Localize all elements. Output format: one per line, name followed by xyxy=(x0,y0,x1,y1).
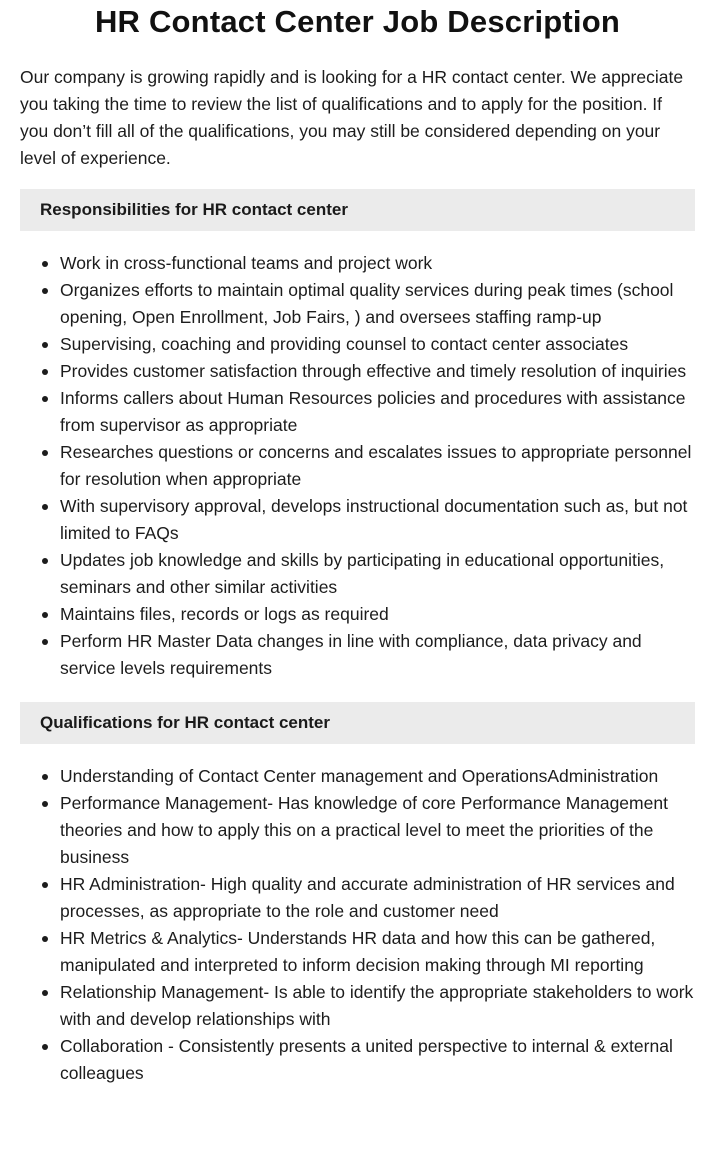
qualification-item: Relationship Management- Is able to identify the appropriate stakeholders to work with and develop relationships with xyxy=(60,979,695,1033)
responsibility-item: Informs callers about Human Resources policies and procedures with assistance from supervisor as appropriate xyxy=(60,385,695,439)
responsibility-item: Updates job knowledge and skills by participating in educational opportunities, seminars and other similar activities xyxy=(60,547,695,601)
responsibility-item: Perform HR Master Data changes in line with compliance, data privacy and service levels requirements xyxy=(60,628,695,682)
qualifications-heading: Qualifications for HR contact center xyxy=(20,702,695,744)
intro-paragraph: Our company is growing rapidly and is looking for a HR contact center. We appreciate you taking the time to review the list of qualifications and to apply for the position. If you don’t fill all of the qualifications, you may still be considered depending on your level of experience. xyxy=(20,67,684,168)
responsibility-item: Provides customer satisfaction through effective and timely resolution of inquiries xyxy=(60,358,695,385)
qualifications-list xyxy=(20,763,695,1087)
job-description-page xyxy=(20,0,695,1087)
qualification-item: Performance Management- Has knowledge of core Performance Management theories and how to apply this on a practical level to meet the priorities of the business xyxy=(60,790,695,871)
responsibility-item: Organizes efforts to maintain optimal quality services during peak times (school opening, Open Enrollment, Job Fairs, ) and oversees staffing ramp-up xyxy=(60,277,695,331)
responsibilities-list xyxy=(20,250,695,682)
responsibility-item: Maintains files, records or logs as required xyxy=(60,601,695,628)
responsibilities-heading: Responsibilities for HR contact center xyxy=(20,189,695,231)
qualification-item: Collaboration - Consistently presents a united perspective to internal & external colleagues xyxy=(60,1033,695,1087)
qualification-item: Understanding of Contact Center management and OperationsAdministration xyxy=(60,763,695,790)
responsibility-item: Researches questions or concerns and escalates issues to appropriate personnel for resolution when appropriate xyxy=(60,439,695,493)
page-title: HR Contact Center Job Description xyxy=(94,4,621,39)
responsibility-item: Work in cross-functional teams and project work xyxy=(60,250,695,277)
qualification-item: HR Administration- High quality and accurate administration of HR services and processes, as appropriate to the role and customer need xyxy=(60,871,695,925)
qualification-item: HR Metrics & Analytics- Understands HR data and how this can be gathered, manipulated and interpreted to inform decision making through MI reporting xyxy=(60,925,695,979)
responsibility-item: Supervising, coaching and providing counsel to contact center associates xyxy=(60,331,695,358)
responsibility-item: With supervisory approval, develops instructional documentation such as, but not limited to FAQs xyxy=(60,493,695,547)
